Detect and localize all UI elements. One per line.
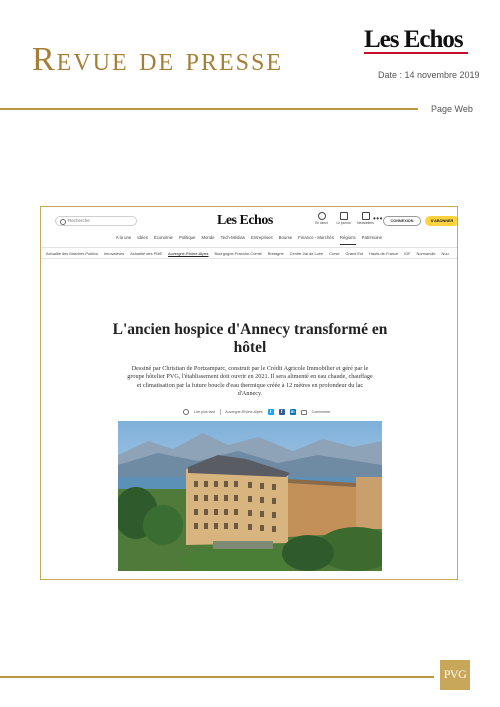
more-menu-icon[interactable]: ••• [373,214,383,223]
regions-subnav [41,247,457,259]
subnav-item[interactable]: Normandie [416,251,436,256]
nav-item[interactable]: Entreprises [250,235,273,240]
subnav-item[interactable]: Nou [441,251,449,256]
article-chapeau: Dessiné par Christian de Portzamparc, construit par le Crédit Agricole Immobilier et géré par le groupe hôtelier PVG, l'établissement doit ouvrir en 2021. Il sera alimenté en eau chaude, chauffage et climatisation par la future boucle d'eau thermique créée à 12 mètres en profondeur du lac d'Annecy. [127,365,373,398]
tool-label: En direct [315,221,328,225]
login-button[interactable]: CONNEXION [383,216,421,226]
nav-item-regions[interactable]: Régions [340,235,356,245]
nav-item[interactable]: Politique [178,235,196,240]
subnav-item[interactable]: Actualité des Marchés Publics [46,251,98,256]
nav-item[interactable]: Bourse [278,235,293,240]
les-echos-logo [364,26,468,54]
meta-separator [220,409,221,415]
source-type-label: Page Web [431,104,473,114]
tool-label: Le journal [336,221,351,225]
subnav-item[interactable]: Actualité des PME [130,251,163,256]
revue-title: Revue de presse [32,41,284,78]
tool-le-journal[interactable] [335,212,352,225]
site-topbar [41,207,457,233]
read-later-link[interactable]: Lire plus tard [194,410,215,414]
nav-item[interactable]: Monde [201,235,215,240]
subnav-item[interactable]: Hauts-de-France [369,251,399,256]
tool-newsletters[interactable] [357,212,374,225]
search-placeholder: Recherche [68,218,90,223]
newspaper-icon [340,212,348,220]
subnav-item[interactable]: IDF [404,251,411,256]
subnav-item[interactable]: Innovateurs [103,251,125,256]
comment-icon [301,410,307,415]
hotel-rendering-image [118,421,382,571]
mail-icon [362,212,370,220]
date-label: Date : 14 novembre 2019 [378,70,480,80]
nav-item[interactable]: Économie [153,235,173,240]
subnav-item-auvergne[interactable]: Auvergne-Rhône-Alpes [168,251,209,256]
nav-item[interactable]: Finance - Marchés [298,235,334,240]
search-icon [60,219,66,225]
tool-label: Newsletters [357,221,374,225]
twitter-icon[interactable]: t [268,409,274,415]
site-logo[interactable]: Les Echos [217,213,273,228]
header-divider [0,108,418,110]
comment-link[interactable]: Commenter [311,410,331,414]
nav-item[interactable]: Patrimoine [361,235,383,240]
subnav-item[interactable]: Bourgogne-Franche-Comté [214,251,262,256]
article-meta [183,407,330,417]
clock-icon [183,409,189,415]
main-nav [41,235,457,245]
search-input[interactable] [55,216,137,226]
facebook-icon[interactable]: f [279,409,285,415]
nav-item[interactable]: A la une [115,235,132,240]
subnav-item[interactable]: Bretagne [267,251,284,256]
linkedin-icon[interactable]: in [290,409,295,414]
pvg-logo-text: PVG [443,667,467,681]
region-tag[interactable]: Auvergne-Rhône-Alpes [225,410,263,414]
subnav-item[interactable]: Grand Est [345,251,364,256]
subnav-item[interactable]: Corse [329,251,340,256]
subscribe-button[interactable]: S'ABONNER [425,216,458,226]
les-echos-logo-text: Les Echos [364,26,463,53]
clock-icon [318,212,326,220]
article-headline: L'ancien hospice d'Annecy transformé en hôtel [112,321,388,356]
subnav-item[interactable]: Centre-Val de Loire [289,251,324,256]
nav-item[interactable]: Tech-Médias [220,235,245,240]
article-screenshot [40,206,458,580]
nav-item[interactable]: Idées [137,235,148,240]
site-tools [313,212,374,225]
tool-en-direct[interactable] [313,212,330,225]
footer-divider [0,676,434,678]
